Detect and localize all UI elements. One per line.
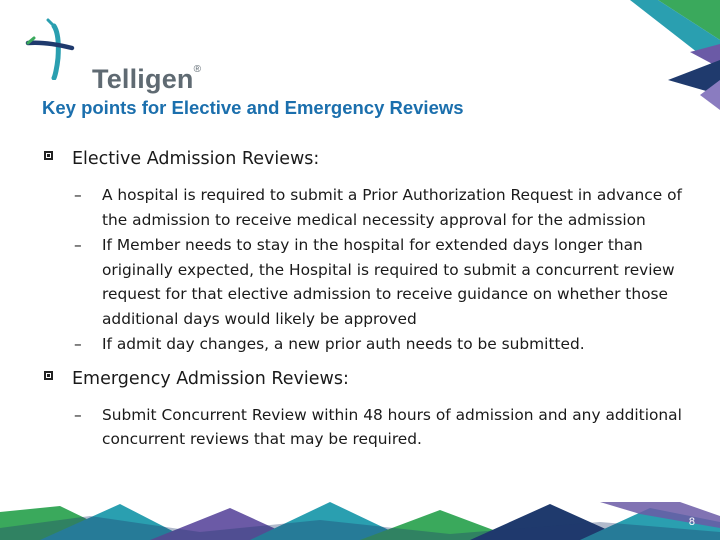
section-heading: Elective Admission Reviews: (44, 148, 684, 170)
section-heading: Emergency Admission Reviews: (44, 368, 684, 390)
content-body (44, 148, 684, 463)
section-elective (44, 148, 684, 357)
dash-bullet-icon: – (74, 186, 82, 204)
list-item: – Submit Concurrent Review within 48 hours of admission and any additional concurrent reviews that may be required. (44, 403, 684, 452)
list-item: – If Member needs to stay in the hospital for extended days longer than originally expected, the Hospital is required to submit a concurrent review request for that elective admission to receive guidance on whether those additional days would likely be approved (44, 233, 684, 331)
list-item: – If admit day changes, a new prior auth needs to be submitted. (44, 332, 684, 357)
dash-bullet-icon: – (74, 236, 82, 254)
dash-bullet-icon: – (74, 405, 82, 424)
dash-bullet-icon: – (74, 335, 82, 353)
page-number: 8 (688, 516, 695, 528)
logo-wordmark: Telligen® (92, 64, 202, 94)
square-bullet-icon (44, 371, 53, 380)
square-bullet-icon (44, 151, 53, 160)
section-emergency (44, 368, 684, 452)
list-item: – A hospital is required to submit a Prior Authorization Request in advance of the admission to receive medical necessity approval for the admission (44, 183, 684, 232)
corner-decoration (630, 0, 720, 110)
footer-band (0, 502, 720, 540)
telligen-logo (24, 18, 202, 94)
page-title: Key points for Elective and Emergency Reviews (42, 97, 464, 118)
telligen-star-icon (24, 18, 94, 80)
